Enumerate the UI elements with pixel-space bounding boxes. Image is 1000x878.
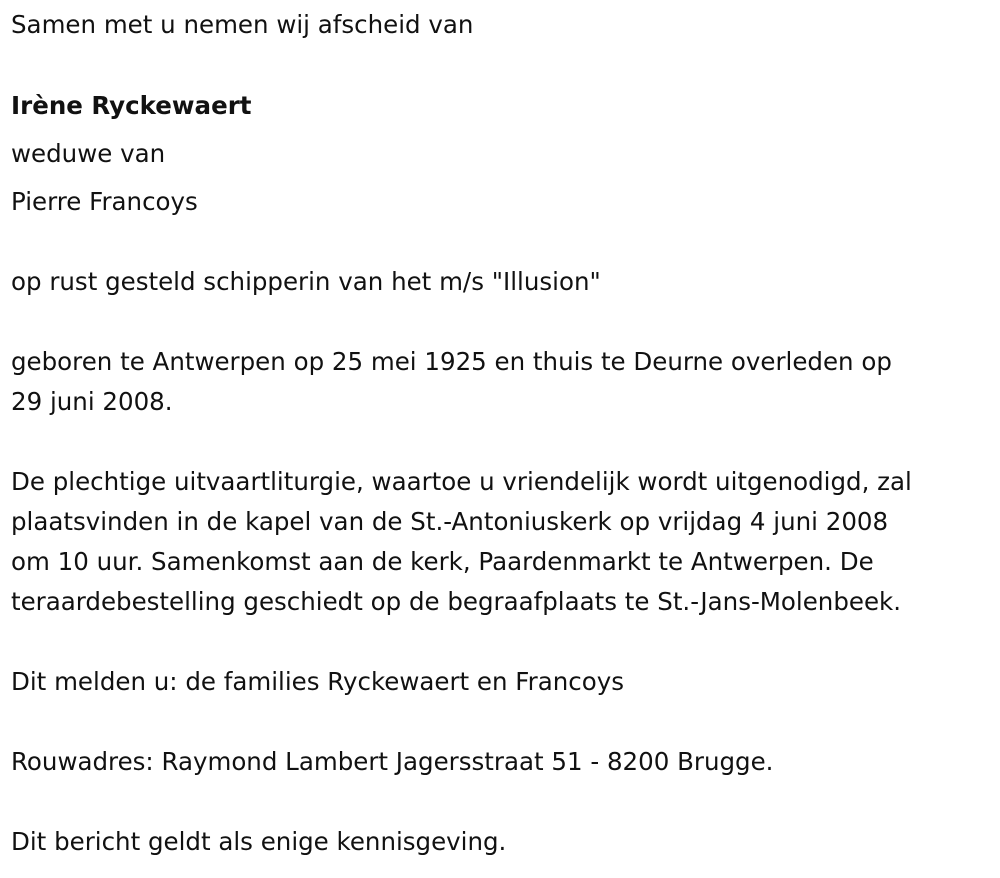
occupation-text: op rust gesteld schipperin van het m/s "Illusion" (11, 267, 601, 296)
mourning-address: Rouwadres: Raymond Lambert Jagersstraat 51 - 8200 Brugge. (11, 747, 774, 776)
spouse-name: Pierre Francoys (11, 187, 198, 216)
birth-death-line-1: geboren te Antwerpen op 25 mei 1925 en thuis te Deurne overleden op (11, 347, 892, 376)
relation-text: weduwe van (11, 139, 166, 168)
ceremony-line-4: teraardebestelling geschiedt op de begraafplaats te St.-Jans-Molenbeek. (11, 587, 902, 616)
ceremony-line-3: om 10 uur. Samenkomst aan de kerk, Paardenmarkt te Antwerpen. De (11, 547, 874, 576)
birth-death-line-2: 29 juni 2008. (11, 387, 173, 416)
ceremony-line-1: De plechtige uitvaartliturgie, waartoe u vriendelijk wordt uitgenodigd, zal (11, 467, 912, 496)
ceremony-line-2: plaatsvinden in de kapel van de St.-Antoniuskerk op vrijdag 4 juni 2008 (11, 507, 889, 536)
deceased-name: Irène Ryckewaert (11, 91, 252, 120)
closing-text: Dit bericht geldt als enige kennisgeving. (11, 827, 507, 856)
intro-text: Samen met u nemen wij afscheid van (11, 10, 474, 39)
announced-by-text: Dit melden u: de families Ryckewaert en Francoys (11, 667, 624, 696)
